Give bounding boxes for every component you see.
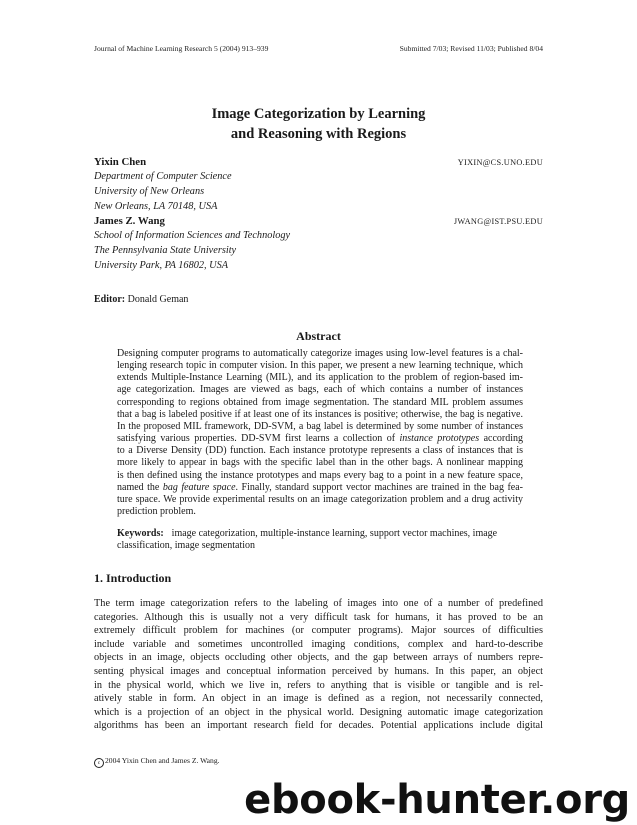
keywords: [117, 528, 523, 553]
body-line: categories. Although this is usually not a very difficult task for humans, it has proved to be an: [94, 611, 543, 623]
body-line: which is a projection of an object in the physical world. Designing automatic image categorization: [94, 706, 543, 718]
body-line: extremely difficult problem for machines (or computer programs). Major sources of difficulties: [94, 625, 543, 637]
body-line: algorithms has been an important research field for decades. Potential applications include digital: [94, 720, 543, 732]
author-affiliation: [94, 229, 290, 273]
emphasis-instance-prototypes: instance prototypes: [399, 433, 480, 445]
intro-body: [94, 597, 543, 733]
body-line: senting physical images and conceptual information perceived by humans. In this paper, an object: [94, 665, 543, 677]
submission-info: Submitted 7/03; Revised 11/03; Published 8/04: [399, 44, 543, 53]
copyright-icon: c: [94, 758, 104, 768]
editor-line: [94, 294, 188, 305]
keywords-line: [117, 528, 523, 540]
body-line: atively stable in form. An object in an image is defined as a region, not necessarily connected,: [94, 693, 543, 705]
affiliation-line: School of Information Sciences and Technology: [94, 230, 291, 241]
abstract-text: named the: [117, 481, 160, 493]
abstract-line: Designing computer programs to automatically categorize images using low-level features is a chal-: [117, 348, 523, 359]
abstract-line: lenging research topic in computer vision. In this paper, we present a new learning technique, which: [117, 360, 523, 372]
abstract-line: ture space. We provide experimental results on an image categorization problem and a drug activity: [117, 493, 523, 505]
affiliation-line: New Orleans, LA 70148, USA: [94, 200, 218, 212]
section-heading: 1. Introduction: [94, 571, 172, 585]
journal-header: Journal of Machine Learning Research 5 (2004) 913–939: [94, 44, 269, 53]
abstract-line: more likely to appear in bags with the specific label than in the other bags. A nonlinear mapping: [117, 457, 523, 469]
abstract-line: [117, 433, 523, 445]
abstract-body: [117, 348, 523, 518]
abstract-text: satisfying various properties. DD-SVM first learns a collection of: [117, 433, 396, 445]
keywords-line: classification, image segmentation: [117, 540, 256, 552]
abstract-line: corresponding to regions obtained from image segmentation. The standard MIL problem assumes: [117, 396, 523, 408]
affiliation-line: University Park, PA 16802, USA: [94, 259, 229, 271]
author-email[interactable]: YIXIN@CS.UNO.EDU: [457, 158, 543, 167]
editor-label: Editor:: [94, 294, 126, 305]
abstract-heading: Abstract: [296, 329, 341, 343]
abstract-line: that a bag is labeled positive if at least one of its instances is positive; otherwise, the bag is negative.: [117, 408, 523, 420]
affiliation-line: Department of Computer Science: [94, 171, 232, 182]
author-name: James Z. Wang: [94, 215, 165, 227]
watermark-logo: ebook-hunter.org: [244, 777, 630, 823]
abstract-line: [117, 482, 523, 494]
title-line-2: and Reasoning with Regions: [230, 126, 407, 142]
abstract-text: . Finally, standard support vector machines are trained in the bag fea-: [235, 481, 523, 493]
affiliation-line: University of New Orleans: [94, 185, 205, 197]
abstract-text: according: [479, 433, 523, 445]
emphasis-bag-feature-space: bag feature space: [162, 481, 236, 493]
keywords-label: Keywords:: [117, 528, 164, 539]
abstract-line: In the proposed MIL framework, DD-SVM, a bag label is determined by some number of instances: [117, 420, 523, 432]
author-name: Yixin Chen: [94, 156, 147, 168]
body-line: in the physical world, which we live in, refers to anything that is visible or tangible and is rel-: [94, 679, 543, 691]
paper-title: [0, 104, 637, 144]
abstract-line: extends Multiple-Instance Learning (MIL), and its application to the problem of region-based im-: [117, 372, 523, 384]
copyright-text: 2004 Yixin Chen and James Z. Wang.: [105, 756, 220, 765]
abstract-line: prediction problem.: [117, 506, 196, 518]
body-line: include variable and sometimes uncontrolled imaging conditions, complex and hard-to-describe: [94, 638, 543, 650]
author-email[interactable]: JWANG@IST.PSU.EDU: [453, 217, 543, 226]
author-affiliation: [94, 170, 232, 214]
abstract-line: is then defined using the instance prototypes and maps every bag to a point in a new feature space,: [117, 469, 523, 481]
keywords-text: image categorization, multiple-instance learning, support vector machines, image: [171, 528, 498, 539]
copyright-notice: [94, 756, 220, 768]
body-line: objects in an image, objects occluding other objects, and the gap between arrays of numbers repre-: [94, 652, 543, 664]
affiliation-line: The Pennsylvania State University: [94, 244, 237, 256]
body-line: The term image categorization refers to the labeling of images into one of a number of predefined: [94, 598, 543, 609]
abstract-line: to a Diverse Density (DD) function. Each instance prototype represents a class of instances that is: [117, 445, 523, 457]
abstract-line: age categorization. Images are viewed as bags, each of which contains a number of instances: [117, 384, 523, 396]
editor-name: Donald Geman: [127, 294, 189, 305]
title-line-1: Image Categorization by Learning: [211, 106, 426, 122]
